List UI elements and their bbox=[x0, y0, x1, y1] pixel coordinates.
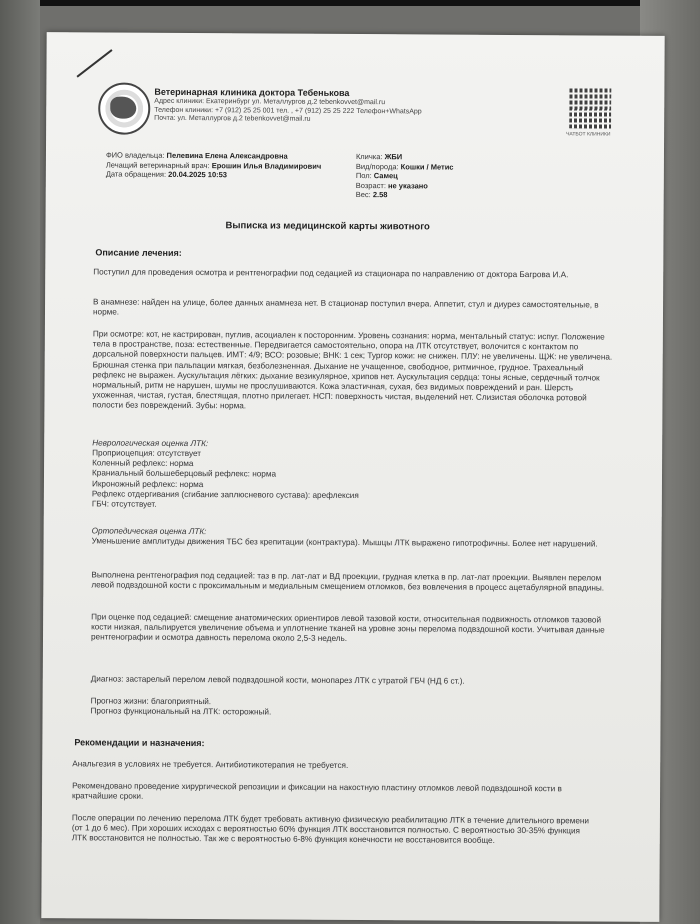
clinic-logo-icon bbox=[98, 82, 150, 134]
clinic-name: Ветеринарная клиника доктора Тебенькова bbox=[154, 86, 350, 98]
pen-mark bbox=[76, 49, 112, 77]
rec-surgery: Рекомендовано проведение хирургической репозиции и фиксации на накостную пластину отломков левой подвздошной кости в кратчайшие сроки. bbox=[72, 781, 562, 801]
para-sedation-exam: При оценке под седацией: смещение анатомических ориентиров левой тазовой кости, относительная подвижность отломков тазовой кости низкая, пальпируется увеличение объема и уплотнение тканей на уровне зоны перелома подвздошной кости. Учитывая данные рентгенографии и осмотра давность перелома около 2,5-3 недель. bbox=[90, 612, 605, 644]
pet-age: не указано bbox=[387, 180, 428, 190]
document-sheet bbox=[41, 32, 664, 922]
qr-caption: ЧАТБОТ КЛИНИКИ bbox=[566, 131, 611, 138]
pet-nick: ЖБИ bbox=[384, 152, 403, 162]
owner-info: ФИО владельца: Пелевина Елена Александровна Лечащий ветеринарный врач: Ерошин Илья Владимирович Дата обращения: 20.04.2025 10:53 bbox=[105, 150, 322, 180]
rec-rehab: После операции по лечению перелома ЛТК будет требовать активную физическую реабилитацию ЛТК в течение длительного времени (от 1 до 6 мес). При хороших исходах с вероятностью 60% функция ЛТК восстановится полностью. С вероятностью 30-35% функция ЛТК восстановится не полностью. Так же с вероятностью 6-8% функция конечности не восстановится вообще. bbox=[71, 813, 590, 846]
visit-date: 20.04.2025 10:53 bbox=[168, 169, 228, 180]
ortho-title: Ортопедическая оценка ЛТК: bbox=[91, 526, 207, 537]
prognosis bbox=[91, 696, 611, 720]
ortho-text: Уменьшение амплитуды движения ТБС без крепитации (контрактура). Мышцы ЛТК выражено гипотрофичны. Более нет нарушений. bbox=[91, 536, 598, 549]
top-black-bar bbox=[0, 0, 700, 6]
neuro-line: Проприоцепция: отсутствует bbox=[92, 448, 202, 459]
doctor-name: Ерошин Илья Владимирович bbox=[211, 160, 322, 171]
para-anamnesis: В анамнезе: найден на улице, более данных анамнеза нет. В стационар поступил вчера. Аппетит, стул и диурез самостоятельные, в норме. bbox=[92, 297, 599, 317]
pet-info: Кличка: ЖБИ Вид/порода: Кошки / Метис Пол: Самец Возраст: не указано Вес: 2.58 bbox=[355, 152, 454, 200]
para-admission: Поступил для проведения осмотра и рентгенографии под седацией из стационара по направлению от доктора Багрова И.А. bbox=[93, 267, 569, 280]
document-title: Выписка из медицинской карты животного bbox=[225, 220, 430, 233]
neuro-line: ГБЧ: отсутствует. bbox=[91, 499, 157, 509]
pet-sex: Самец bbox=[373, 171, 398, 181]
clinic-mail: Почта: ул. Металлургов д.2 tebenkovvet@mail.ru bbox=[154, 114, 311, 123]
desk-left bbox=[0, 0, 40, 924]
clinic-phone: Телефон клиники: +7 (912) 25 25 001 тел. , +7 (912) 25 25 222 Телефон+WhatsApp bbox=[154, 106, 422, 115]
para-examination: При осмотре: кот, не кастрирован, пуглив, асоциален к посторонним. Уровень сознания: норма, ментальный статус: испуг. Положение тела в пространстве, поза: естественные. Передвигается самостоятельно, опора на ЛТК отсутствует, волочится с контактом по дорсальной поверхности пальцев. ИМТ: 4/9; ВСО: розовые; ВНК: 1 сек; Тургор кожи: не снижен. ПЛУ: не увеличены. ЩЖ: не увеличена. Брюшная стенка при пальпации мягкая, безболезненная. Дыхание не учащенное, свободное, ритмичное, грудное. Трахеальный рефлекс не выражен. Аускультация лёгких: дыхание везикулярное, хрипов нет. Аускультация сердца: тоны ясные, сердечный толчок нормальный, ритм не нарушен, шумы не прослушиваются. Кожа эластичная, сухая, без видимых повреждений и ран. Шерсть ухоженная, чистая, густая, блестящая, плотно прилегает. НСП: поверхность чистая, выделений нет. Слизистая оболочка ротовой полости без повреждений. Зубы: норма. bbox=[92, 329, 613, 411]
neuro-line: Икроножный рефлекс: норма bbox=[91, 479, 204, 489]
pet-breed: Кошки / Метис bbox=[400, 161, 454, 172]
clinic-header bbox=[154, 87, 422, 125]
qr-code-icon bbox=[569, 86, 611, 128]
rec-analgesia: Анальгезия в условиях не требуется. Антибиотикотерапия не требуется. bbox=[72, 759, 349, 770]
para-diagnosis: Диагноз: застарелый перелом левой подвздошной кости, монопарез ЛТК с утратой ГБЧ (НД 6 ст.). bbox=[90, 674, 465, 686]
para-xray: Выполнена рентгенография под седацией: таз в пр. лат-лат и ВД проекции, грудная клетка в пр. лат-лат проекции. Выявлен перелом левой подвздошной кости с проксимальным и медиальным смещением отломков, без вовлечения в процесс ацетабулярной впадины. bbox=[91, 570, 605, 593]
neuro-line: Рефлекс отдергивания (сгибание заплюсневого сустава): арефлексия bbox=[91, 489, 359, 500]
owner-name: Пелевина Елена Александровна bbox=[166, 150, 288, 161]
neuro-list bbox=[92, 448, 612, 512]
prognosis-life: Прогноз жизни: благоприятный. bbox=[90, 696, 212, 707]
pet-weight: 2.58 bbox=[372, 190, 388, 200]
section-recommendations-title: Рекомендации и назначения: bbox=[74, 737, 205, 749]
neuro-line: Краниальный большеберцовый рефлекс: норма bbox=[91, 468, 277, 479]
neuro-title: Неврологическая оценка ЛТК: bbox=[92, 438, 209, 449]
prognosis-function: Прогноз функциональный на ЛТК: осторожный. bbox=[90, 706, 272, 717]
neuro-line: Коленный рефлекс: норма bbox=[92, 458, 194, 469]
section-treatment-title: Описание лечения: bbox=[95, 247, 182, 258]
clinic-address: Адрес клиники: Екатеринбург ул. Металлургов д.2 tebenkovvet@mail.ru bbox=[154, 97, 386, 107]
